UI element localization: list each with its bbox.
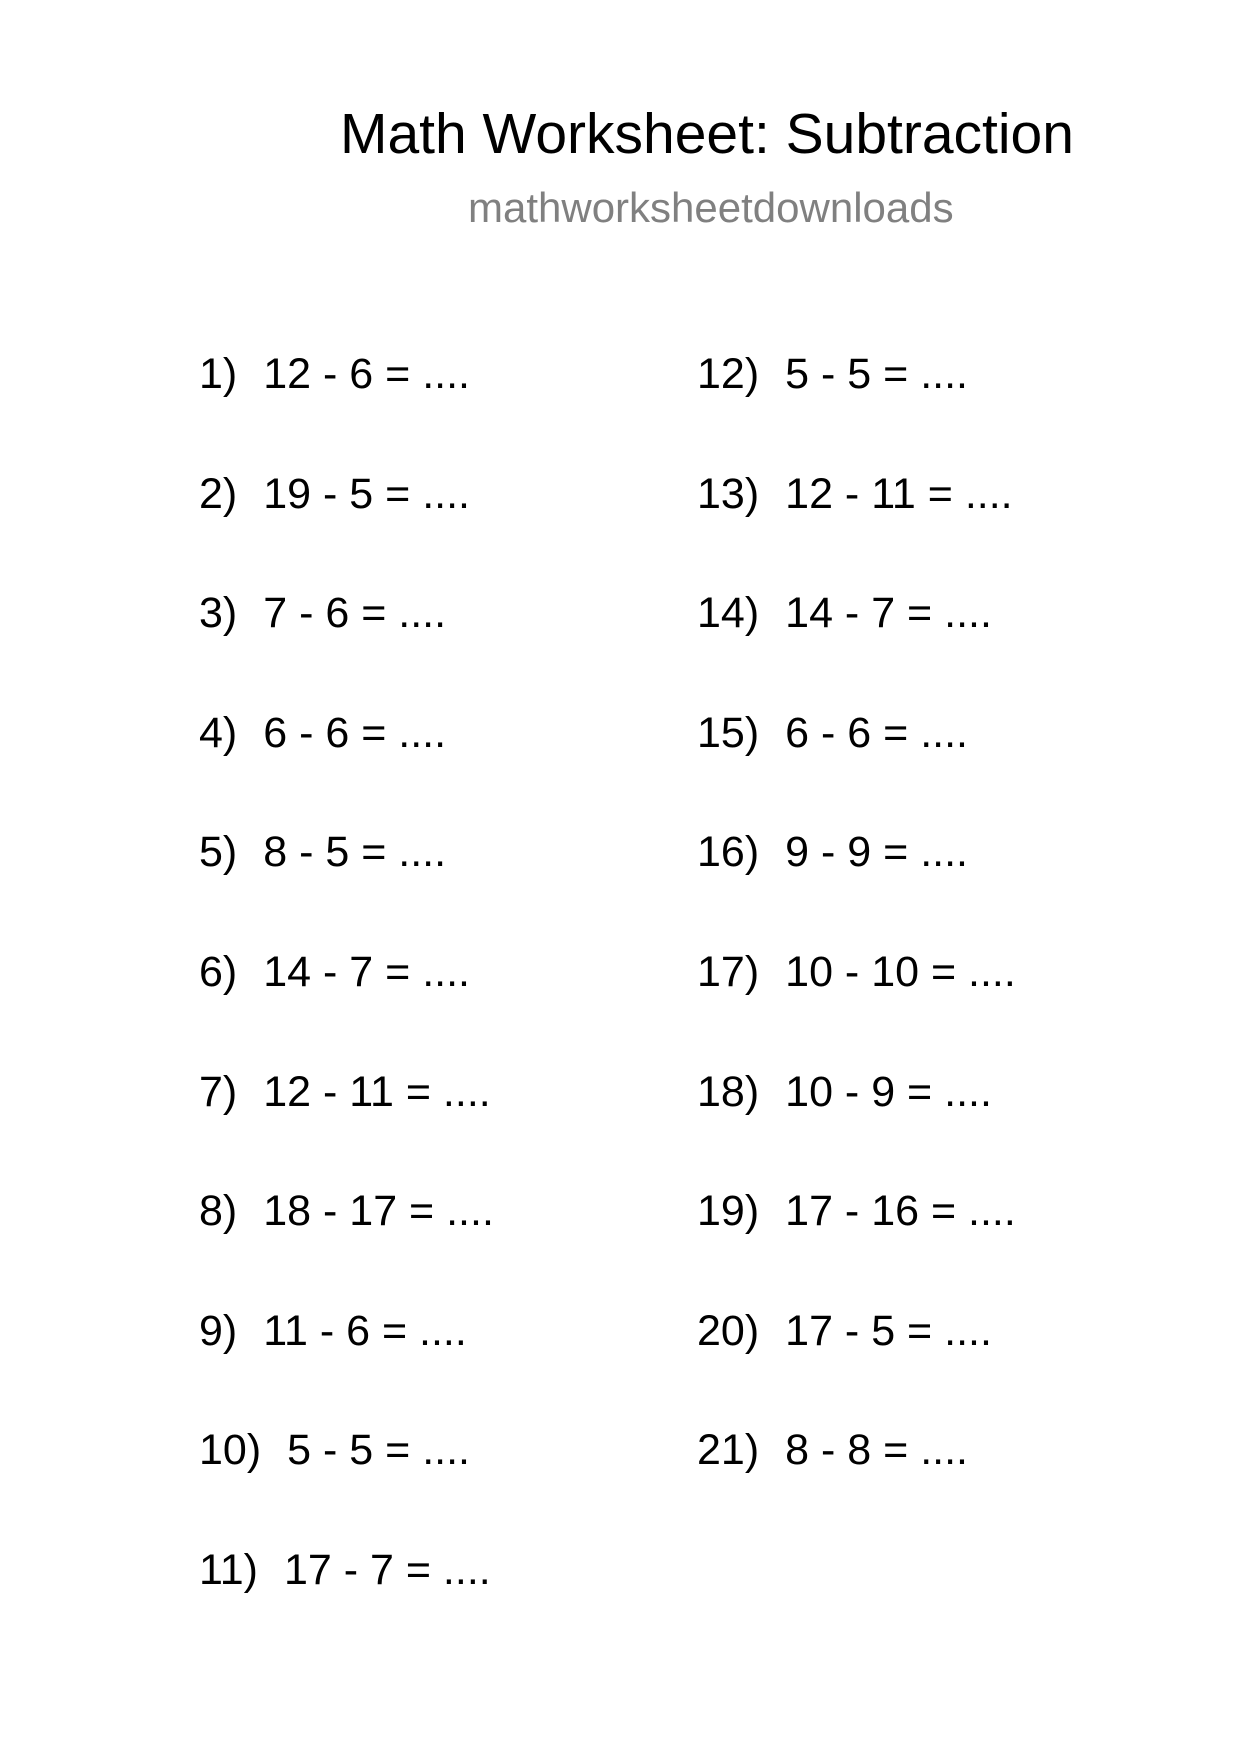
- problem-11: [199, 1544, 659, 1664]
- problem-15: [697, 707, 1157, 827]
- problem-number: 12): [697, 350, 760, 398]
- problem-12: [697, 348, 1157, 468]
- problem-expression: 8 - 8 = ....: [785, 1426, 968, 1475]
- problem-expression: 7 - 6 = ....: [263, 589, 447, 638]
- problem-number: 1): [199, 350, 238, 398]
- problem-expression: 5 - 5 = ....: [785, 350, 968, 398]
- problem-expression: 19 - 5 = ....: [263, 469, 470, 518]
- problem-expression: 17 - 5 = ....: [785, 1306, 992, 1355]
- problem-expression: 11 - 6 = ....: [263, 1306, 467, 1355]
- problem-9: [199, 1305, 659, 1425]
- problem-expression: 9 - 9 = ....: [785, 828, 968, 877]
- problem-20: [697, 1305, 1157, 1425]
- problem-expression: 17 - 16 = ....: [785, 1187, 1016, 1236]
- problem-number: 10): [199, 1426, 262, 1475]
- problem-expression: 8 - 5 = ....: [263, 828, 447, 877]
- problem-expression: 6 - 6 = ....: [785, 708, 968, 757]
- problem-expression: 12 - 11 = ....: [263, 1067, 491, 1116]
- problem-expression: 17 - 7 = ....: [283, 1545, 491, 1594]
- problem-number: 9): [199, 1306, 238, 1355]
- problem-number: 5): [199, 828, 238, 877]
- problem-number: 14): [697, 589, 760, 638]
- problem-number: 3): [199, 589, 238, 638]
- problem-expression: 5 - 5 = ....: [287, 1426, 470, 1475]
- problem-expression: 14 - 7 = ....: [785, 589, 992, 638]
- problem-21: [697, 1424, 1157, 1544]
- problems-column-right: [697, 348, 1157, 1544]
- problem-17: [697, 946, 1157, 1066]
- problem-13: [697, 468, 1157, 588]
- worksheet-title: Math Worksheet: Subtraction: [340, 102, 1074, 166]
- problem-5: [199, 826, 659, 946]
- problem-number: 18): [697, 1067, 760, 1116]
- problem-number: 13): [697, 469, 760, 518]
- problem-10: [199, 1424, 659, 1544]
- problem-number: 11): [199, 1545, 258, 1594]
- problem-expression: 6 - 6 = ....: [263, 708, 447, 757]
- problem-number: 17): [697, 947, 760, 996]
- problem-expression: 12 - 11 = ....: [785, 469, 1013, 518]
- problem-number: 19): [697, 1187, 760, 1236]
- problem-expression: 12 - 6 = ....: [263, 350, 470, 398]
- problem-number: 21): [697, 1426, 760, 1475]
- problem-expression: 10 - 9 = ....: [785, 1067, 992, 1116]
- problem-1: [199, 348, 659, 468]
- problem-4: [199, 707, 659, 827]
- problem-expression: 18 - 17 = ....: [263, 1187, 494, 1236]
- problem-number: 4): [199, 708, 238, 757]
- problem-19: [697, 1185, 1157, 1305]
- problem-8: [199, 1185, 659, 1305]
- worksheet-subtitle: mathworksheetdownloads: [468, 184, 954, 231]
- problem-number: 15): [697, 708, 760, 757]
- problem-7: [199, 1066, 659, 1186]
- problem-18: [697, 1066, 1157, 1186]
- problem-number: 7): [199, 1067, 238, 1116]
- problems-column-left: [199, 348, 659, 1664]
- problem-2: [199, 468, 659, 588]
- problem-number: 16): [697, 828, 760, 877]
- problem-6: [199, 946, 659, 1066]
- problem-3: [199, 587, 659, 707]
- problem-16: [697, 826, 1157, 946]
- problem-number: 8): [199, 1187, 238, 1236]
- problem-number: 20): [697, 1306, 760, 1355]
- problem-number: 6): [199, 947, 238, 996]
- problem-14: [697, 587, 1157, 707]
- problem-expression: 10 - 10 = ....: [785, 947, 1016, 996]
- problem-expression: 14 - 7 = ....: [263, 947, 470, 996]
- problem-number: 2): [199, 469, 238, 518]
